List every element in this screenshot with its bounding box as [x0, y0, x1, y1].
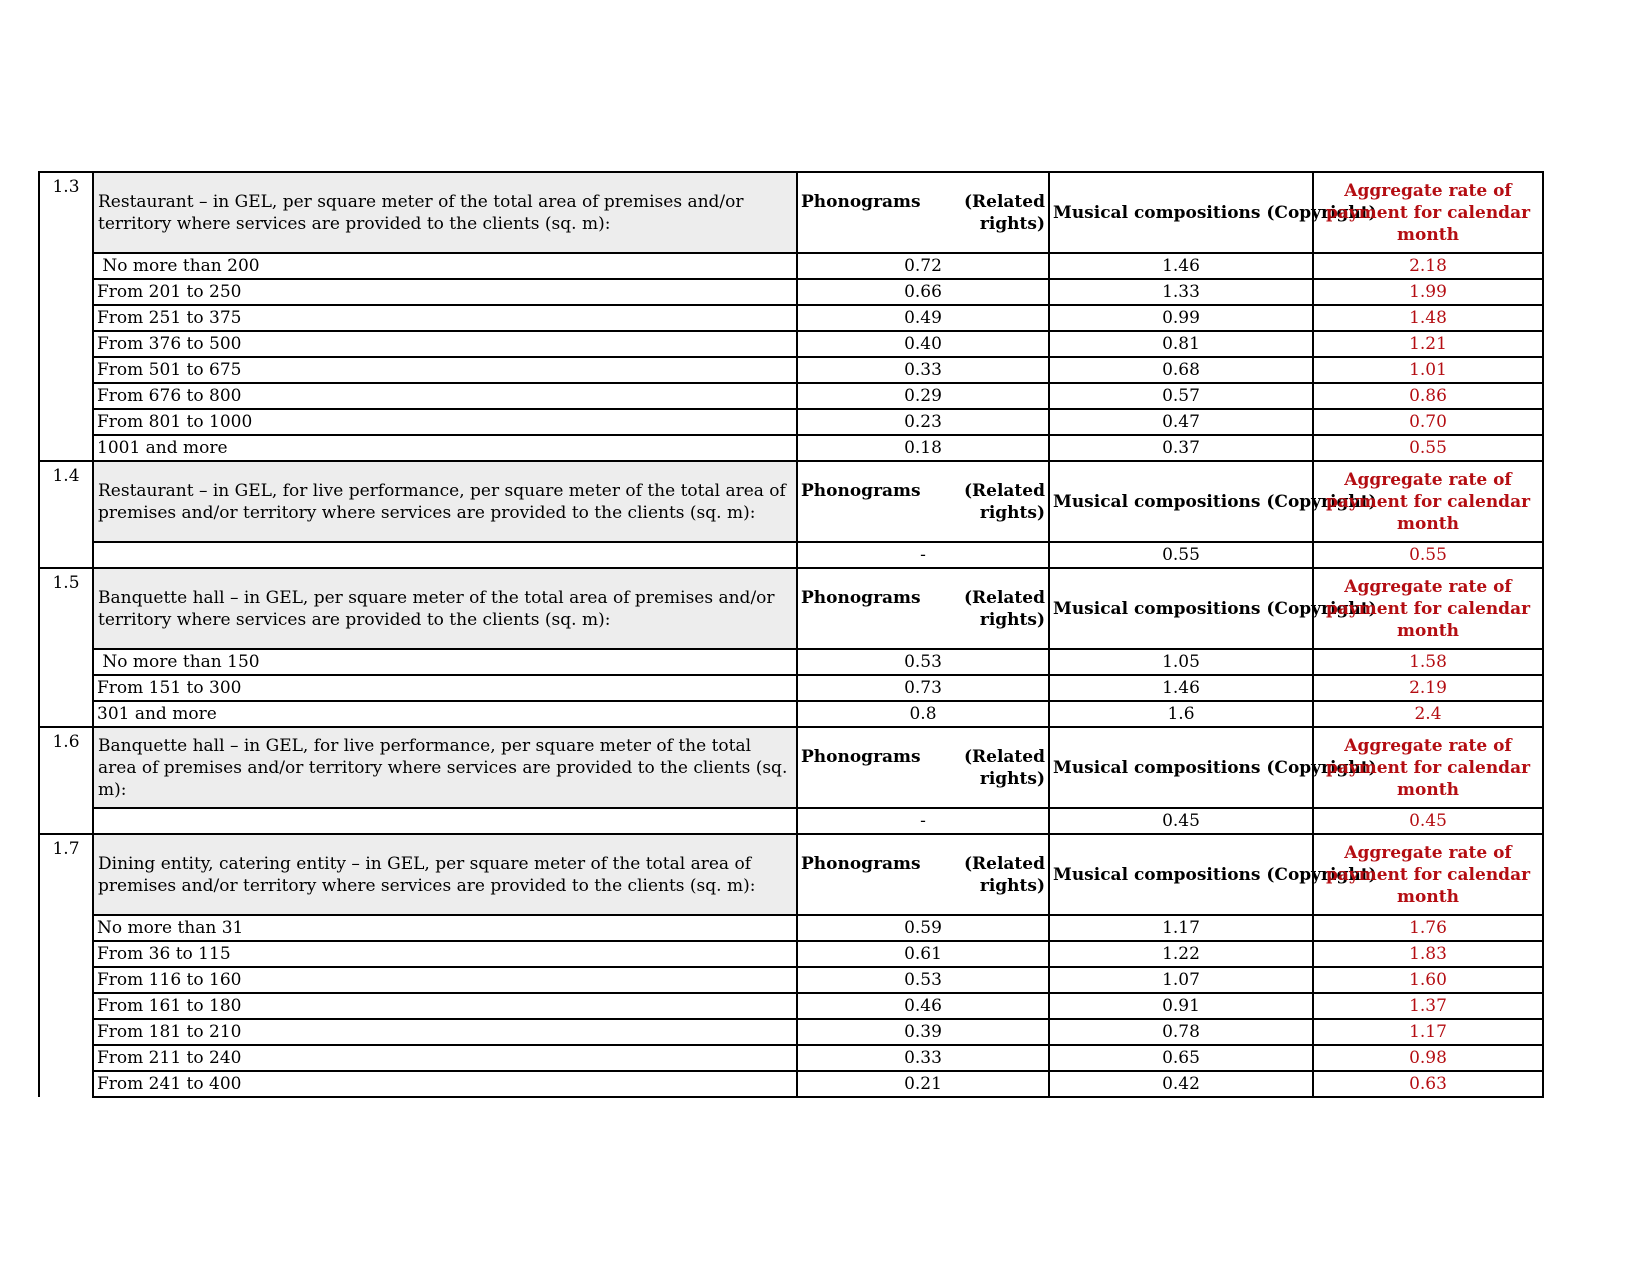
table-row: [39, 808, 1543, 834]
row-musical-rate: 0.47: [1049, 409, 1313, 435]
row-aggregate-rate: 1.17: [1313, 1019, 1543, 1045]
row-aggregate-rate: 0.55: [1313, 542, 1543, 568]
row-phonograms-rate: 0.21: [797, 1071, 1049, 1097]
row-phonograms-rate: 0.49: [797, 305, 1049, 331]
header-musical-compositions: Musical compositions (Copyright): [1049, 461, 1313, 542]
table-row: [39, 967, 1543, 993]
header-phonograms: Phonograms (Related rights): [797, 568, 1049, 649]
section-header-row: [39, 834, 1543, 915]
header-musical-compositions: Musical compositions (Copyright): [1049, 834, 1313, 915]
row-phonograms-rate: -: [797, 542, 1049, 568]
row-musical-rate: 1.46: [1049, 675, 1313, 701]
row-aggregate-rate: 2.19: [1313, 675, 1543, 701]
section-title: Restaurant – in GEL, per square meter of the total area of premises and/or territory where services are provided to the clients (sq. m):: [93, 172, 797, 253]
row-area-range: No more than 150: [93, 649, 797, 675]
table-row: [39, 357, 1543, 383]
row-musical-rate: 0.42: [1049, 1071, 1313, 1097]
row-aggregate-rate: 0.98: [1313, 1045, 1543, 1071]
row-phonograms-rate: 0.53: [797, 967, 1049, 993]
row-aggregate-rate: 0.45: [1313, 808, 1543, 834]
header-aggregate-rate: Aggregate rate of payment for calendar month: [1313, 727, 1543, 808]
row-phonograms-rate: 0.66: [797, 279, 1049, 305]
section-title: Restaurant – in GEL, for live performance, per square meter of the total area of premises and/or territory where services are provided to the clients (sq. m):: [93, 461, 797, 542]
row-musical-rate: 0.81: [1049, 331, 1313, 357]
row-musical-rate: 1.33: [1049, 279, 1313, 305]
section-number: 1.6: [39, 727, 93, 834]
table-row: [39, 993, 1543, 1019]
table-row: [39, 383, 1543, 409]
row-aggregate-rate: 1.76: [1313, 915, 1543, 941]
row-aggregate-rate: 1.99: [1313, 279, 1543, 305]
tariff-table: [38, 171, 1544, 1098]
row-area-range: [93, 808, 797, 834]
row-musical-rate: 1.6: [1049, 701, 1313, 727]
section-number: 1.5: [39, 568, 93, 727]
row-area-range: From 201 to 250: [93, 279, 797, 305]
row-aggregate-rate: 1.21: [1313, 331, 1543, 357]
table-row: [39, 279, 1543, 305]
table-row: [39, 915, 1543, 941]
table-row: [39, 1071, 1543, 1097]
row-phonograms-rate: 0.72: [797, 253, 1049, 279]
row-musical-rate: 0.91: [1049, 993, 1313, 1019]
row-musical-rate: 0.99: [1049, 305, 1313, 331]
row-phonograms-rate: 0.46: [797, 993, 1049, 1019]
row-area-range: From 376 to 500: [93, 331, 797, 357]
row-aggregate-rate: 1.37: [1313, 993, 1543, 1019]
row-musical-rate: 0.45: [1049, 808, 1313, 834]
table-row: [39, 305, 1543, 331]
section-title: Banquette hall – in GEL, for live performance, per square meter of the total area of premises and/or territory where services are provided to the clients (sq. m):: [93, 727, 797, 808]
table-row: [39, 1045, 1543, 1071]
row-phonograms-rate: 0.8: [797, 701, 1049, 727]
header-musical-compositions: Musical compositions (Copyright): [1049, 172, 1313, 253]
row-area-range: From 676 to 800: [93, 383, 797, 409]
header-phonograms: Phonograms (Related rights): [797, 727, 1049, 808]
row-area-range: From 36 to 115: [93, 941, 797, 967]
header-musical-compositions: Musical compositions (Copyright): [1049, 727, 1313, 808]
table-row: [39, 649, 1543, 675]
row-musical-rate: 0.55: [1049, 542, 1313, 568]
row-area-range: 1001 and more: [93, 435, 797, 461]
row-phonograms-rate: 0.39: [797, 1019, 1049, 1045]
header-phonograms: Phonograms (Related rights): [797, 834, 1049, 915]
table-row: [39, 1019, 1543, 1045]
row-musical-rate: 1.22: [1049, 941, 1313, 967]
table-row: [39, 435, 1543, 461]
row-phonograms-rate: 0.29: [797, 383, 1049, 409]
row-musical-rate: 0.37: [1049, 435, 1313, 461]
row-phonograms-rate: 0.59: [797, 915, 1049, 941]
header-aggregate-rate: Aggregate rate of payment for calendar month: [1313, 172, 1543, 253]
section-title: Dining entity, catering entity – in GEL, per square meter of the total area of premises and/or territory where services are provided to the clients (sq. m):: [93, 834, 797, 915]
row-area-range: 301 and more: [93, 701, 797, 727]
row-musical-rate: 0.78: [1049, 1019, 1313, 1045]
row-phonograms-rate: 0.33: [797, 357, 1049, 383]
section-header-row: [39, 461, 1543, 542]
table-row: [39, 542, 1543, 568]
row-aggregate-rate: 1.83: [1313, 941, 1543, 967]
row-aggregate-rate: 1.01: [1313, 357, 1543, 383]
row-aggregate-rate: 0.55: [1313, 435, 1543, 461]
section-header-row: [39, 568, 1543, 649]
row-aggregate-rate: 0.63: [1313, 1071, 1543, 1097]
header-phonograms: Phonograms (Related rights): [797, 461, 1049, 542]
section-number: 1.7: [39, 834, 93, 1097]
row-area-range: From 801 to 1000: [93, 409, 797, 435]
row-musical-rate: 0.68: [1049, 357, 1313, 383]
row-area-range: From 116 to 160: [93, 967, 797, 993]
row-area-range: No more than 200: [93, 253, 797, 279]
section-header-row: [39, 172, 1543, 253]
row-musical-rate: 1.05: [1049, 649, 1313, 675]
row-phonograms-rate: 0.61: [797, 941, 1049, 967]
row-area-range: From 151 to 300: [93, 675, 797, 701]
row-musical-rate: 1.46: [1049, 253, 1313, 279]
header-aggregate-rate: Aggregate rate of payment for calendar month: [1313, 461, 1543, 542]
row-phonograms-rate: 0.40: [797, 331, 1049, 357]
row-aggregate-rate: 0.70: [1313, 409, 1543, 435]
row-aggregate-rate: 1.58: [1313, 649, 1543, 675]
header-aggregate-rate: Aggregate rate of payment for calendar month: [1313, 834, 1543, 915]
row-musical-rate: 0.65: [1049, 1045, 1313, 1071]
row-phonograms-rate: 0.18: [797, 435, 1049, 461]
row-aggregate-rate: 1.60: [1313, 967, 1543, 993]
table-row: [39, 941, 1543, 967]
table-row: [39, 331, 1543, 357]
row-area-range: From 181 to 210: [93, 1019, 797, 1045]
section-header-row: [39, 727, 1543, 808]
table-row: [39, 701, 1543, 727]
row-aggregate-rate: 2.18: [1313, 253, 1543, 279]
row-area-range: From 501 to 675: [93, 357, 797, 383]
row-aggregate-rate: 0.86: [1313, 383, 1543, 409]
row-musical-rate: 1.07: [1049, 967, 1313, 993]
row-phonograms-rate: 0.33: [797, 1045, 1049, 1071]
row-area-range: No more than 31: [93, 915, 797, 941]
row-area-range: From 161 to 180: [93, 993, 797, 1019]
table-row: [39, 675, 1543, 701]
row-phonograms-rate: 0.73: [797, 675, 1049, 701]
row-musical-rate: 1.17: [1049, 915, 1313, 941]
table-row: [39, 409, 1543, 435]
row-phonograms-rate: 0.53: [797, 649, 1049, 675]
row-aggregate-rate: 1.48: [1313, 305, 1543, 331]
header-phonograms: Phonograms (Related rights): [797, 172, 1049, 253]
row-area-range: [93, 542, 797, 568]
row-area-range: From 251 to 375: [93, 305, 797, 331]
row-aggregate-rate: 2.4: [1313, 701, 1543, 727]
section-number: 1.3: [39, 172, 93, 461]
header-aggregate-rate: Aggregate rate of payment for calendar month: [1313, 568, 1543, 649]
table-row: [39, 253, 1543, 279]
row-phonograms-rate: -: [797, 808, 1049, 834]
header-musical-compositions: Musical compositions (Copyright): [1049, 568, 1313, 649]
section-number: 1.4: [39, 461, 93, 568]
row-area-range: From 241 to 400: [93, 1071, 797, 1097]
row-phonograms-rate: 0.23: [797, 409, 1049, 435]
section-title: Banquette hall – in GEL, per square meter of the total area of premises and/or territory where services are provided to the clients (sq. m):: [93, 568, 797, 649]
row-musical-rate: 0.57: [1049, 383, 1313, 409]
row-area-range: From 211 to 240: [93, 1045, 797, 1071]
